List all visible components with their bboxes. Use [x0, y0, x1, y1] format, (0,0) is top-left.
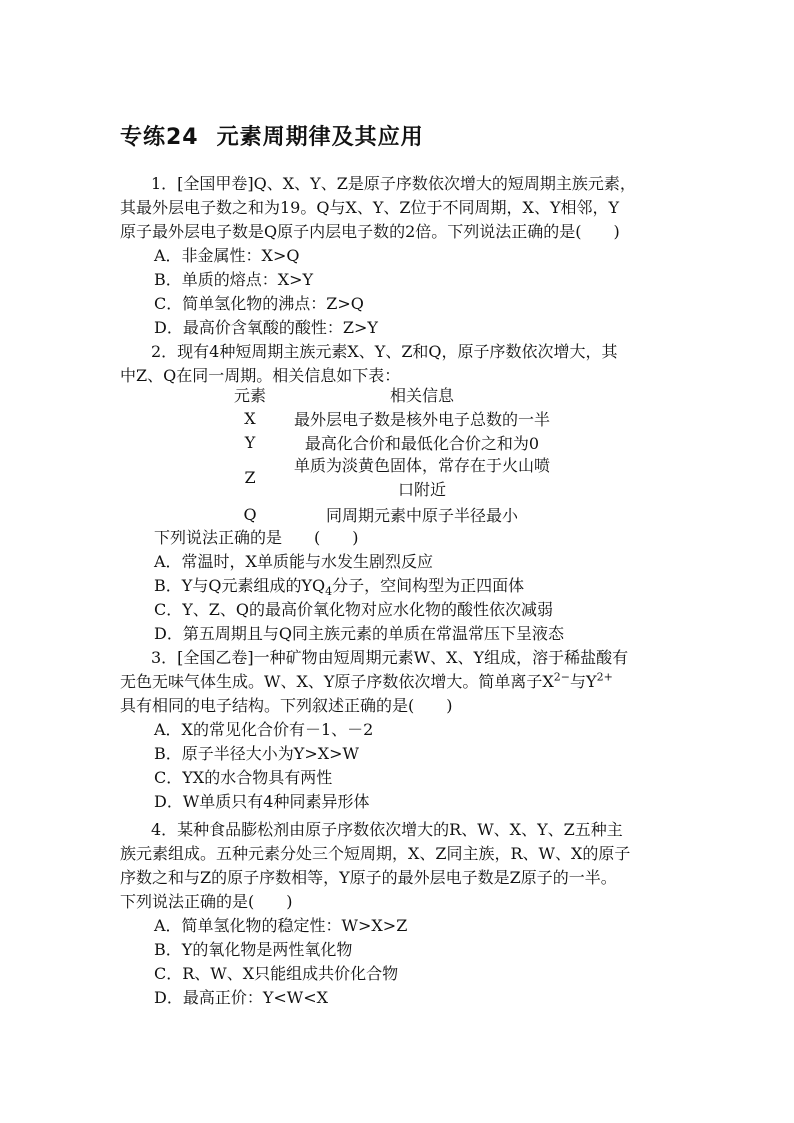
table-cell-info-line-2: 口附近: [397, 480, 446, 499]
q4-option-b: B．Y的氧化物是两性氧化物: [154, 940, 353, 959]
table-header-element: 元素: [233, 385, 266, 405]
q1-option-b: B．单质的熔点：X>Y: [154, 270, 314, 289]
q2-stem: 下列说法正确的是 ( ): [154, 528, 359, 547]
table-cell-info: 最高化合价和最低化合价之和为0: [304, 433, 540, 453]
table-cell-element: Y: [244, 432, 256, 452]
q4-option-d: D．最高正价：Y<W<X: [154, 988, 329, 1007]
q3-line-3: 具有相同的电子结构。下列叙述正确的是( ): [120, 696, 453, 715]
q3-option-b: B．原子半径大小为Y>X>W: [154, 744, 359, 763]
table-row: [228, 454, 572, 502]
q1-option-a: A．非金属性：X>Q: [154, 246, 300, 265]
table-row: [228, 406, 572, 430]
table-header-info: 相关信息: [389, 385, 454, 405]
table-cell-info: [272, 454, 572, 502]
page-title: [120, 120, 424, 151]
q4-option-c: C．R、W、X只能组成共价化合物: [154, 964, 399, 983]
q2-option-a: A．常温时，X单质能与水发生剧烈反应: [154, 552, 433, 571]
q2-line-2: 中Z、Q在同一周期。相关信息如下表：: [120, 366, 401, 385]
q2-option-c: C．Y、Z、Q的最高价氧化物对应水化物的酸性依次减弱: [154, 600, 554, 619]
q1-line-3: 原子最外层电子数是Q原子内层电子数的2倍。下列说法正确的是( ): [120, 222, 620, 241]
q1-line-2: 其最外层电子数之和为19。Q与X、Y、Z位于不同周期，X、Y相邻，Y: [120, 198, 620, 217]
q4-line-3: 序数之和与Z的原子序数相等，Y原子的最外层电子数是Z原子的一半。: [120, 868, 617, 887]
element-info-table: [228, 382, 572, 526]
q1-option-c: C．简单氢化物的沸点：Z>Q: [154, 294, 364, 313]
table-cell-element: Q: [243, 504, 257, 524]
q2-line-1: 2．现有4种短周期主族元素X、Y、Z和Q，原子序数依次增大，其: [151, 342, 618, 361]
table-cell-element: X: [244, 408, 256, 428]
table-cell-info: 同周期元素中原子半径最小: [325, 505, 518, 525]
q2-option-d: D．第五周期且与Q同主族元素的单质在常温常压下呈液态: [154, 624, 564, 643]
table-cell-info: 最外层电子数是核外电子总数的一半: [293, 409, 550, 429]
table-cell-element: Z: [244, 468, 256, 487]
q3-option-c: C．YX的水合物具有两性: [154, 768, 333, 787]
table-cell-info-line-1: 单质为淡黄色固体，常存在于火山喷: [293, 456, 550, 475]
title-name: 元素周期律及其应用: [216, 125, 424, 150]
q3-option-d: D．W单质只有4种同素异形体: [154, 792, 370, 811]
q4-line-2: 族元素组成。五种元素分处三个短周期，X、Z同主族，R、W、X的原子: [120, 844, 631, 863]
q4-line-4: 下列说法正确的是( ): [120, 892, 293, 911]
q1-option-d: D．最高价含氧酸的酸性：Z>Y: [154, 318, 378, 337]
table-row: [228, 430, 572, 454]
q2-option-b: B．Y与Q元素组成的$YQ_4$分子，空间构型为正四面体: [154, 576, 525, 599]
q3-option-a: A．X的常见化合价有－1、－2: [154, 720, 374, 739]
q3-line-1: 3．[全国乙卷]一种矿物由短周期元素W、X、Y组成，溶于稀盐酸有: [151, 648, 629, 667]
title-prefix: 专练24: [120, 125, 199, 150]
table-row: [228, 502, 572, 526]
q3-line-2: 无色无味气体生成。W、X、Y原子序数依次增大。简单离子$X^{2-}$与$Y^{2+}$: [120, 670, 613, 691]
q4-line-1: 4．某种食品膨松剂由原子序数依次增大的R、W、X、Y、Z五种主: [151, 820, 623, 839]
q4-option-a: A．简单氢化物的稳定性：W>X>Z: [154, 916, 408, 935]
q1-line-1: 1．[全国甲卷]Q、X、Y、Z是原子序数依次增大的短周期主族元素，: [151, 174, 636, 193]
